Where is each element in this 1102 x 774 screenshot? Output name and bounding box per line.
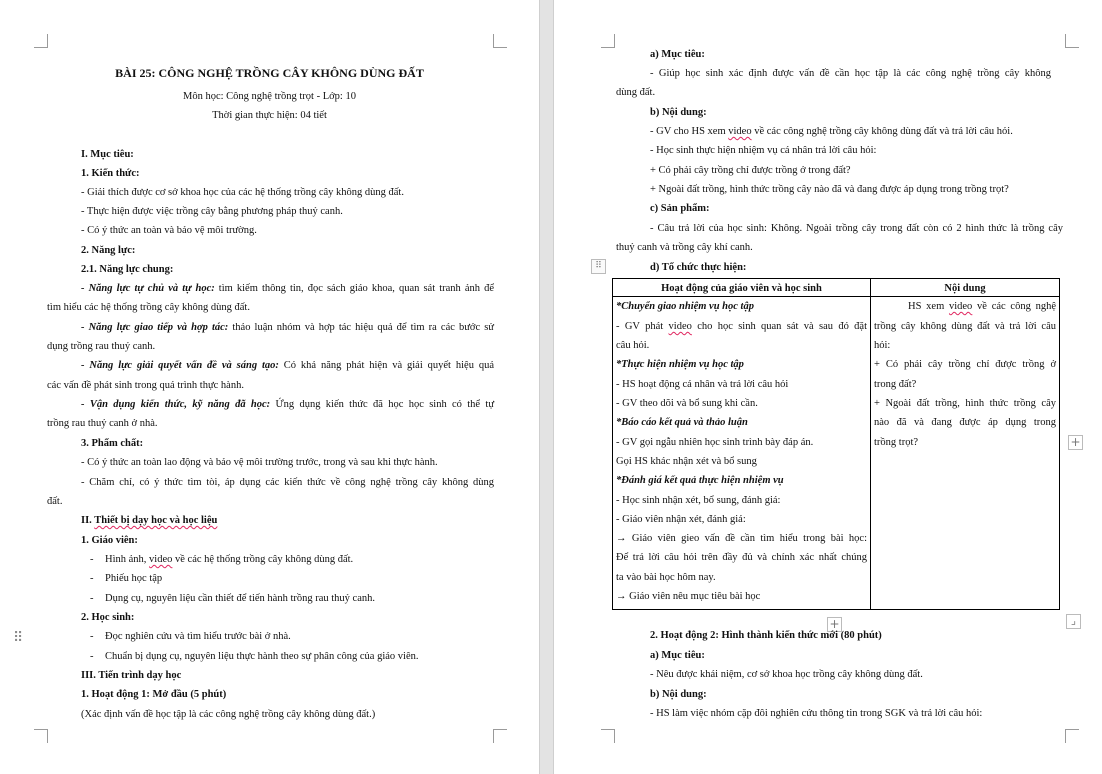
table-border	[612, 609, 1060, 610]
list-bullet: -	[90, 593, 94, 604]
list-item: Dụng cụ, nguyên liệu cần thiết để tiến hành trồng rau thuỷ canh.	[105, 593, 376, 604]
margin-mark-bottom-left	[601, 729, 615, 743]
table-move-handle-icon[interactable]: ⠿	[591, 259, 606, 274]
heading-general-competence: 2.1. Năng lực chung:	[81, 264, 174, 275]
drag-handle-icon[interactable]: ⠿	[13, 630, 24, 646]
table-cell: *Báo cáo kết quả và thảo luận	[616, 417, 748, 428]
paragraph: tìm hiểu các hệ thống trồng cây không dùng đất.	[47, 302, 250, 313]
margin-mark-top-right	[493, 34, 507, 48]
table-cell: → Giáo viên nêu mục tiêu bài học	[616, 591, 761, 602]
paragraph: - Chăm chỉ, có ý thức tìm tòi, áp dụng các kiến thức về công nghệ trồng cây không dùng	[81, 477, 494, 488]
table-header-activities: Hoạt động của giáo viên và học sinh	[661, 283, 822, 294]
table-cell: + Ngoài đất trồng, hình thức trồng cây	[874, 398, 1056, 409]
heading-organization: d) Tổ chức thực hiện:	[650, 262, 747, 273]
heading-qualities: 3. Phẩm chất:	[81, 438, 144, 449]
heading-activity-1: 1. Hoạt động 1: Mở đầu (5 phút)	[81, 689, 227, 700]
table-cell: → Giáo viên gieo vấn đề cần tìm hiểu trong bài học:	[616, 533, 867, 544]
section-equipment: II. Thiết bị dạy học và học liệu	[81, 515, 218, 526]
heading-goal: a) Mục tiêu:	[650, 49, 705, 60]
list-bullet: -	[90, 631, 94, 642]
list-item: Hình ảnh, video về các hệ thống trồng cây không dùng đất.	[105, 554, 354, 565]
table-cell: *Chuyển giao nhiệm vụ học tập	[616, 301, 754, 312]
heading-content: b) Nội dung:	[650, 107, 707, 118]
heading-competence: 2. Năng lực:	[81, 245, 136, 256]
list-item: Đọc nghiên cứu và tìm hiểu trước bài ở nhà.	[105, 631, 291, 642]
table-cell: HS xem video về các công nghệ	[908, 301, 1056, 312]
table-cell: - GV gọi ngẫu nhiên học sinh trình bày đáp án.	[616, 437, 814, 448]
heading-student: 2. Học sinh:	[81, 612, 135, 623]
heading-content-2: b) Nội dung:	[650, 689, 707, 700]
table-border	[612, 278, 613, 610]
table-border	[612, 296, 1060, 297]
paragraph: + Ngoài đất trồng, hình thức trồng cây nào đã và đang được áp dụng trong trồng trọt?	[650, 184, 1009, 195]
paragraph: đất.	[47, 496, 63, 507]
paragraph: thuỷ canh và trồng cây khí canh.	[616, 242, 753, 253]
document-page-2	[554, 0, 1102, 774]
margin-mark-top-left	[601, 34, 615, 48]
section-objectives: I. Mục tiêu:	[81, 149, 134, 160]
table-cell: - Giáo viên nhận xét, đánh giá:	[616, 514, 746, 525]
document-page-1	[0, 0, 539, 774]
table-cell: nào đã và đang được áp dụng trong	[874, 417, 1056, 428]
table-cell: *Thực hiện nhiệm vụ học tập	[616, 359, 744, 370]
table-resize-icon[interactable]: ⌟	[1066, 614, 1081, 629]
list-bullet: -	[90, 651, 94, 662]
table-border	[1059, 278, 1060, 610]
paragraph: - Giúp học sinh xác định được vấn đề cần học tập là các công nghệ trồng cây không	[650, 68, 1051, 79]
lesson-title: BÀI 25: CÔNG NGHỆ TRỒNG CÂY KHÔNG DÙNG ĐẤT	[115, 66, 424, 80]
paragraph: - Có ý thức an toàn lao động và bảo vệ môi trường trước, trong và sau khi thực hành.	[81, 457, 438, 468]
margin-mark-bottom-right	[493, 729, 507, 743]
paragraph: - Câu trả lời của học sinh: Không. Ngoài trồng cây trong đất còn có 2 hình thức là trồng cây	[650, 223, 1063, 234]
paragraph: - Nêu được khái niệm, cơ sở khoa học trồng cây không dùng đất.	[650, 669, 923, 680]
section-process: III. Tiến trình dạy học	[81, 670, 182, 681]
table-cell: Gọi HS khác nhận xét và bổ sung	[616, 456, 757, 467]
add-row-icon[interactable]: +	[827, 617, 842, 632]
table-border	[870, 278, 871, 610]
paragraph: các vấn đề phát sinh trong quá trình thực hành.	[47, 380, 244, 391]
heading-activity-2: 2. Hoạt động 2: Hình thành kiến thức mới (80 phút)	[650, 630, 882, 641]
paragraph: - Có ý thức an toàn và bảo vệ môi trường.	[81, 225, 257, 236]
table-cell: - GV theo dõi và bổ sung khi cần.	[616, 398, 758, 409]
add-column-icon[interactable]: +	[1068, 435, 1083, 450]
table-cell: - GV phát video cho học sinh quan sát và sau đó đặt	[616, 321, 867, 332]
table-cell: - Học sinh nhận xét, bổ sung, đánh giá:	[616, 495, 781, 506]
paragraph: - Thực hiện được việc trồng cây bằng phương pháp thuỷ canh.	[81, 206, 343, 217]
table-cell: + Có phải cây trồng chỉ được trồng ở	[874, 359, 1056, 370]
paragraph: dụng trồng rau thuỷ canh.	[47, 341, 156, 352]
list-bullet: -	[90, 554, 94, 565]
table-cell: hỏi:	[874, 340, 891, 351]
table-header-content: Nội dung	[944, 283, 986, 294]
subject-line: Môn học: Công nghệ trồng trọt - Lớp: 10	[183, 91, 356, 102]
table-cell: câu hỏi.	[616, 340, 650, 351]
heading-knowledge: 1. Kiến thức:	[81, 168, 140, 179]
margin-mark-bottom-left	[34, 729, 48, 743]
list-item: Phiếu học tập	[105, 573, 163, 584]
list-item: Chuẩn bị dụng cụ, nguyên liệu thực hành theo sự phân công của giáo viên.	[105, 651, 419, 662]
paragraph: - HS làm việc nhóm cặp đôi nghiên cứu thông tin trong SGK và trả lời câu hỏi:	[650, 708, 983, 719]
paragraph: - Năng lực giải quyết vấn đề và sáng tạo: Có khả năng phát hiện và giải quyết hiệu quả	[81, 360, 494, 371]
paragraph: - Năng lực giao tiếp và hợp tác: thảo luận nhóm và hợp tác hiệu quả để tìm ra các bước sử	[81, 322, 494, 333]
paragraph: (Xác định vấn đề học tập là các công nghệ trồng cây không dùng đất.)	[81, 709, 376, 720]
table-cell: trồng trọt?	[874, 437, 919, 448]
margin-mark-top-right	[1065, 34, 1079, 48]
heading-teacher: 1. Giáo viên:	[81, 535, 138, 546]
paragraph: - Vận dụng kiến thức, kỹ năng đã học: Ứng dụng kiến thức đã học học sinh có thể tự	[81, 399, 495, 410]
paragraph: dùng đất.	[616, 87, 656, 98]
heading-product: c) Sản phẩm:	[650, 203, 710, 214]
table-border	[612, 278, 1060, 279]
paragraph: - Học sinh thực hiện nhiệm vụ cá nhân trả lời câu hỏi:	[650, 145, 877, 156]
paragraph: trồng rau thuỷ canh ở nhà.	[47, 418, 158, 429]
margin-mark-bottom-right	[1065, 729, 1079, 743]
table-cell: trong đất?	[874, 379, 917, 390]
table-cell: - HS hoạt động cá nhân và trả lời câu hỏi	[616, 379, 789, 390]
table-cell: Để trả lời câu hỏi trên đầy đủ và chính xác nhất chúng	[616, 552, 867, 563]
margin-mark-top-left	[34, 34, 48, 48]
paragraph: - Giải thích được cơ sở khoa học của các hệ thống trồng cây không dùng đất.	[81, 187, 404, 198]
heading-goal-2: a) Mục tiêu:	[650, 650, 705, 661]
paragraph: - GV cho HS xem video về các công nghệ trồng cây không dùng đất và trả lời câu hỏi.	[650, 126, 1013, 137]
table-cell: ta vào bài học hôm nay.	[616, 572, 716, 583]
table-cell: trồng cây không dùng đất và trả lời câu	[874, 321, 1056, 332]
duration-line: Thời gian thực hiện: 04 tiết	[212, 110, 327, 121]
paragraph: + Có phải cây trồng chỉ được trồng ở trong đất?	[650, 165, 851, 176]
page-gap	[539, 0, 554, 774]
list-bullet: -	[90, 573, 94, 584]
paragraph: - Năng lực tự chủ và tự học: tìm kiếm thông tin, đọc sách giáo khoa, quan sát tranh ảnh để	[81, 283, 494, 294]
table-cell: *Đánh giá kết quả thực hiện nhiệm vụ	[616, 475, 784, 486]
